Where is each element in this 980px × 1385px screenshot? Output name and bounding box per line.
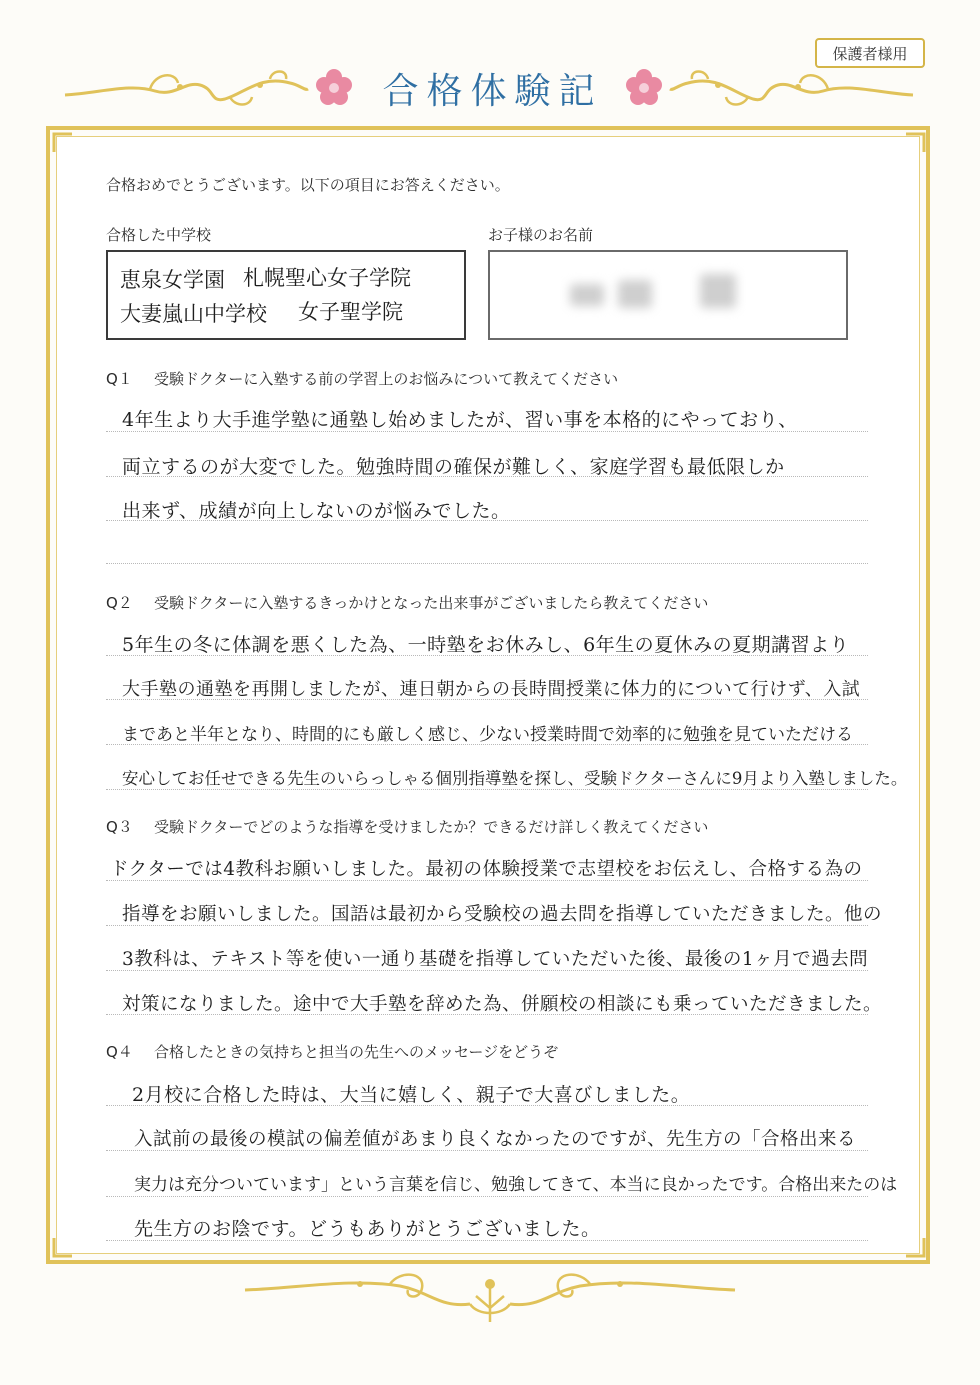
answer-1-line: 4年生より大手進学塾に通塾し始めましたが、習い事を本格的にやっており、 xyxy=(122,409,798,431)
redacted-name xyxy=(570,284,604,306)
right-flourish-ornament xyxy=(668,63,918,113)
answer-rule xyxy=(106,1105,868,1106)
corner-ornament-icon xyxy=(52,1236,74,1258)
answer-rule xyxy=(106,1150,868,1151)
school-name: 女子聖学院 xyxy=(298,300,403,324)
page-title: 合格体験記 xyxy=(382,71,603,112)
answer-rule xyxy=(106,1196,868,1197)
answer-1-line: 両立するのが大変でした。勉強時間の確保が難しく、家庭学習も最低限しか xyxy=(122,456,785,478)
answer-rule xyxy=(106,563,868,564)
corner-ornament-icon xyxy=(904,1236,926,1258)
answer-3-line: ドクターでは4教科お願いしました。最初の体験授業で志望校をお伝えし、合格する為の xyxy=(110,859,863,880)
answer-rule xyxy=(106,655,868,656)
school-name: 札幌聖心女子学院 xyxy=(243,266,411,290)
intro-text: 合格おめでとうございます。以下の項目にお答えください。 xyxy=(106,176,510,194)
answer-3-line: 指導をお願いしました。国語は最初から受験校の過去問を指導していただきました。他の xyxy=(122,904,883,925)
answer-rule xyxy=(106,925,868,926)
answer-4-line: 入試前の最後の模試の偏差値があまり良くなかったのですが、先生方の「合格出来る xyxy=(134,1129,857,1150)
bottom-flourish-ornament xyxy=(240,1268,740,1328)
answer-4-line: 2月校に合格した時は、大当に嬉しく、親子で大喜びしました。 xyxy=(132,1084,691,1106)
answer-3-line: 対策になりました。途中で大手塾を辞めた為、併願校の相談にも乗っていただきました。 xyxy=(122,994,883,1015)
answer-rule xyxy=(106,1240,868,1241)
school-name: 恵泉女学園 xyxy=(120,268,225,292)
answer-rule xyxy=(106,699,868,700)
name-label: お子様のお名前 xyxy=(488,226,594,244)
redacted-name xyxy=(618,280,652,308)
answer-3-line: 3教科は、テキスト等を使い一通り基礎を指導していただいた後、最後の1ヶ月で過去問 xyxy=(122,949,869,970)
recipient-badge: 保護者様用 xyxy=(815,38,925,68)
answer-rule xyxy=(106,1014,868,1015)
redacted-name xyxy=(700,274,736,308)
answer-2-line: 大手塾の通塾を再開しましたが、連日朝からの長時間授業に体力的について行けず、入試 xyxy=(122,679,861,700)
answer-rule xyxy=(106,744,868,745)
answer-rule xyxy=(106,880,868,881)
question-4: Q４ 合格したときの気持ちと担当の先生へのメッセージをどうぞ xyxy=(106,1043,559,1061)
answer-4-line: 先生方のお陰です。どうもありがとうございました。 xyxy=(134,1218,601,1240)
answer-2-line: まであと半年となり、時間的にも厳しく感じ、少ない授業時間で効率的に勉強を見ていただける xyxy=(122,725,853,745)
answer-2-line: 5年生の冬に体調を悪くした為、一時塾をお休みし、6年生の夏休みの夏期講習より xyxy=(122,634,850,656)
school-name: 大妻嵐山中学校 xyxy=(120,302,267,326)
school-label: 合格した中学校 xyxy=(106,226,212,244)
title-banner xyxy=(0,55,980,125)
child-name-box xyxy=(488,250,848,340)
answer-2-line: 安心してお任せできる先生のいらっしゃる個別指導塾を探し、受験ドクターさんに9月より入塾しました。 xyxy=(122,769,908,788)
question-1: Q１ 受験ドクターに入塾する前の学習上のお悩みについて教えてください xyxy=(106,370,619,388)
corner-ornament-icon xyxy=(904,132,926,154)
answer-rule xyxy=(106,789,868,790)
left-flower-icon xyxy=(314,67,354,107)
answer-rule xyxy=(106,476,868,477)
question-2: Q２ 受験ドクターに入塾するきっかけとなった出来事がございましたら教えてください xyxy=(106,594,709,612)
question-3: Q３ 受験ドクターでどのような指導を受けましたか？できるだけ詳しく教えてください xyxy=(106,818,709,836)
answer-1-line: 出来ず、成績が向上しないのが悩みでした。 xyxy=(122,500,511,522)
school-box xyxy=(106,250,466,340)
answer-rule xyxy=(106,970,868,971)
right-flower-icon xyxy=(624,67,664,107)
answer-rule xyxy=(106,520,868,521)
answer-rule xyxy=(106,431,868,432)
answer-4-line: 実力は充分ついています」という言葉を信じ、勉強してきて、本当に良かったです。合格出来たのは xyxy=(134,1175,898,1195)
left-flourish-ornament xyxy=(60,63,310,113)
corner-ornament-icon xyxy=(52,132,74,154)
